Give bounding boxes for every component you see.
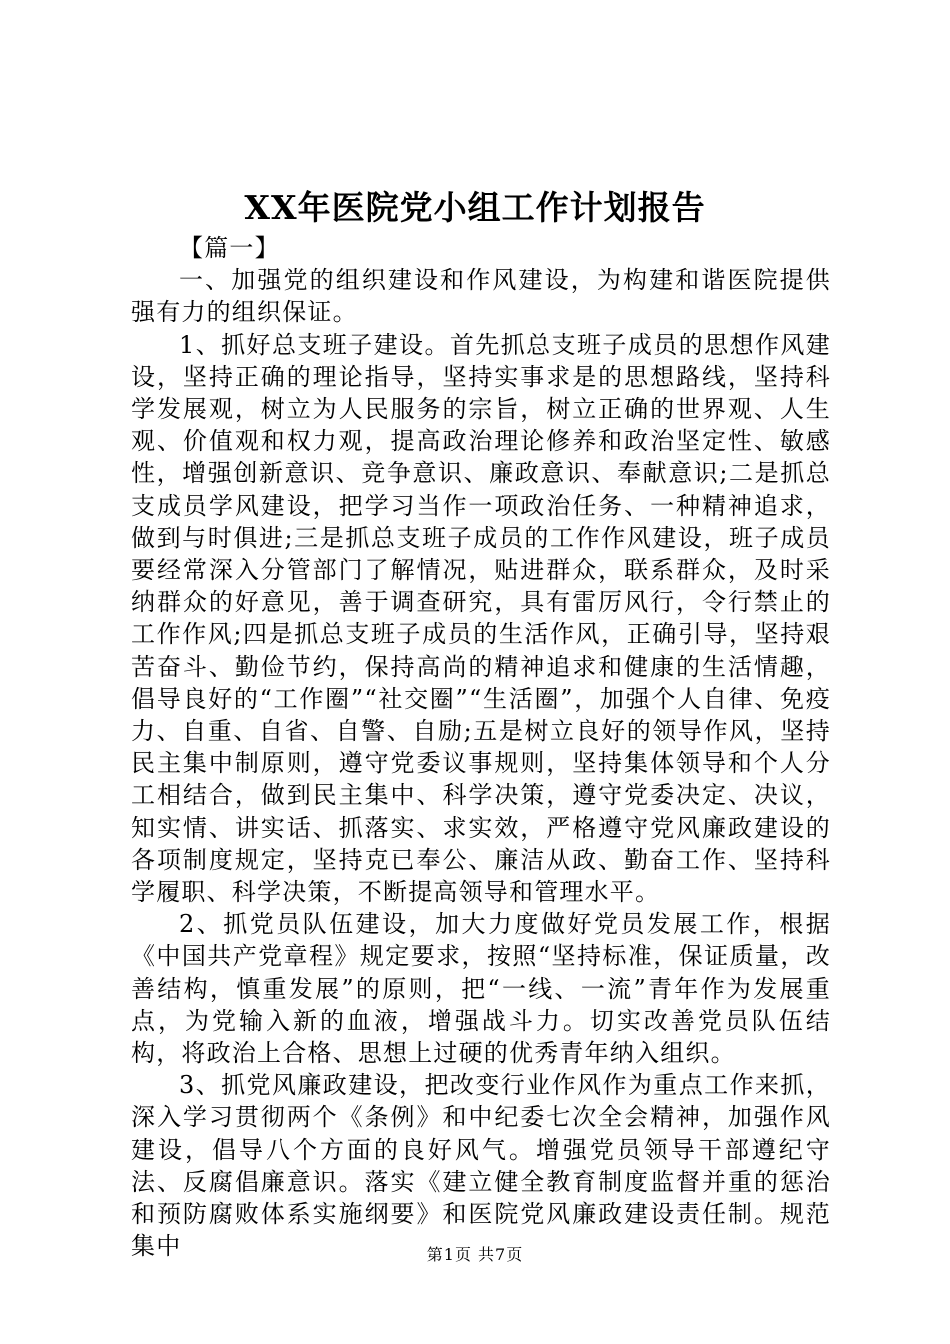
document-body xyxy=(131,232,831,1263)
page-number-footer: 第1页 共7页 xyxy=(426,1245,524,1264)
section-label: 【篇一】 xyxy=(179,234,280,262)
document-title: XX年医院党小组工作计划报告 xyxy=(244,188,706,227)
paragraph-heading-1: 一、加强党的组织建设和作风建设，为构建和谐医院提供强有力的组织保证。 xyxy=(131,266,831,327)
paragraph-item-3: 3、抓党风廉政建设，把改变行业作风作为重点工作来抓，深入学习贯彻两个《条例》和中纪委七次全会精神，加强作风建设，倡导八个方面的良好风气。增强党员领导干部遵纪守法、反腐倡廉意识。落实《建立健全教育制度监督并重的惩治和预防腐败体系实施纲要》和医院党风廉政建设责任制。规范集中 xyxy=(131,1071,831,1261)
paragraph-item-2: 2、抓党员队伍建设，加大力度做好党员发展工作，根据《中国共产党章程》规定要求，按照“坚持标准，保证质量，改善结构，慎重发展”的原则，把“一线、一流”青年作为发展重点，为党输入新的血液，增强战斗力。切实改善党员队伍结构，将政治上合格、思想上过硬的优秀青年纳入组织。 xyxy=(131,910,831,1068)
paragraph-item-1: 1、抓好总支班子建设。首先抓总支班子成员的思想作风建设，坚持正确的理论指导，坚持实事求是的思想路线，坚持科学发展观，树立为人民服务的宗旨，树立正确的世界观、人生观、价值观和权力观，提高政治理论修养和政治坚定性、敏感性，增强创新意识、竞争意识、廉政意识、奉献意识;二是抓总支成员学风建设，把学习当作一项政治任务、一种精神追求，做到与时俱进;三是抓总支班子成员的工作作风建设，班子成员要经常深入分管部门了解情况，贴进群众，联系群众，及时采纳群众的好意见，善于调查研究，具有雷厉风行，令行禁止的工作作风;四是抓总支班子成员的生活作风，正确引导，坚持艰苦奋斗、勤俭节约，保持高尚的精神追求和健康的生活情趣，倡导良好的“工作圈”“社交圈”“生活圈”，加强个人自律、免疫力、自重、自省、自警、自励;五是树立良好的领导作风，坚持民主集中制原则，遵守党委议事规则，坚持集体领导和个人分工相结合，做到民主集中、科学决策，遵守党委决定、决议，知实情、讲实话、抓落实、求实效，严格遵守党风廉政建设的各项制度规定，坚持克已奉公、廉洁从政、勤奋工作、坚持科学履职、科学决策，不断提高领导和管理水平。 xyxy=(131,330,831,907)
